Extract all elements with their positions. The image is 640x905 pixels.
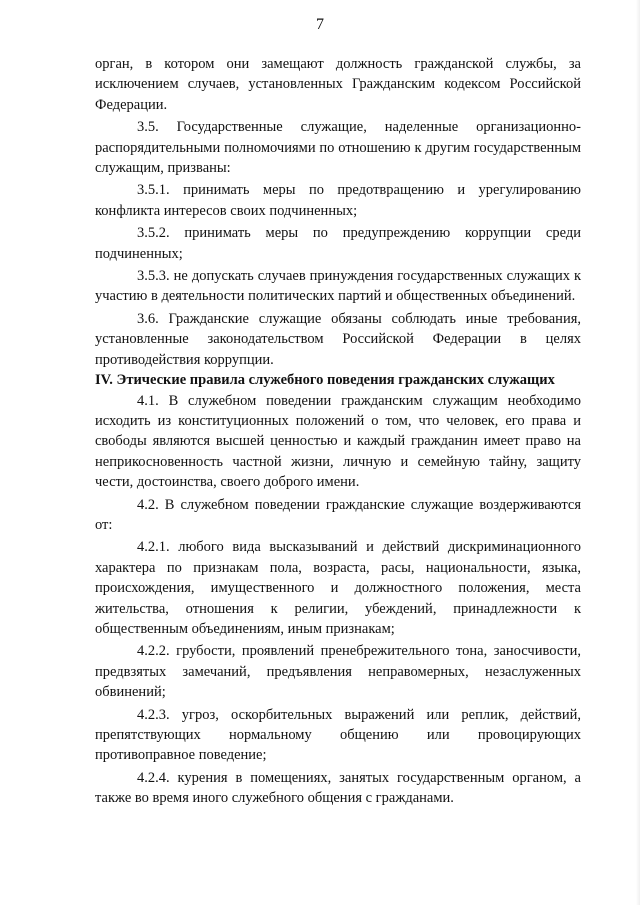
paragraph-3-5-1: 3.5.1. принимать меры по предотвращению и урегулированию конфликта интересов своих подчиненных;	[95, 182, 581, 219]
paragraph-4-2: 4.2. В служебном поведении гражданские служащие воздерживаются от:	[95, 496, 581, 533]
scan-edge-shadow	[636, 0, 640, 905]
document-body	[95, 54, 581, 809]
paragraph-3-5: 3.5. Государственные служащие, наделенные организационно-распорядительными полномочиями по отношению к другим государственным служащим, призваны:	[95, 119, 581, 177]
page-number: 7	[316, 16, 324, 33]
paragraph-4-2-3: 4.2.3. угроз, оскорбительных выражений или реплик, действий, препятствующих нормальному общению или провоцирующих противоправное поведение;	[95, 706, 581, 764]
paragraph-4-2-2: 4.2.2. грубости, проявлений пренебрежительного тона, заносчивости, предвзятых замечаний, предъявления неправомерных, незаслуженных обвинений;	[95, 643, 581, 701]
paragraph-3-5-2: 3.5.2. принимать меры по предупреждению коррупции среди подчиненных;	[95, 225, 581, 262]
paragraph-3-6: 3.6. Гражданские служащие обязаны соблюдать иные требования, установленные законодательством Российской Федерации в целях противодействия коррупции.	[95, 310, 581, 368]
paragraph-continuation: орган, в котором они замещают должность гражданской службы, за исключением случаев, установленных Гражданским кодексом Российской Федерации.	[95, 56, 581, 113]
paragraph-4-1: 4.1. В служебном поведении гражданским служащим необходимо исходить из конституционных положений о том, что человек, его права и свободы являются высшей ценностью и каждый гражданин имеет право на неприкосновенность частной жизни, личную и семейную тайну, защиту чести, достоинства, своего доброго имени.	[95, 392, 581, 491]
paragraph-3-5-3: 3.5.3. не допускать случаев принуждения государственных служащих к участию в деятельности политических партий и общественных объединений.	[95, 268, 581, 305]
section-heading: IV. Этические правила служебного поведения гражданских служащих	[95, 372, 555, 389]
paragraph-4-2-4: 4.2.4. курения в помещениях, занятых государственным органом, а также во время иного служебного общения с гражданами.	[95, 769, 581, 807]
paragraph-4-2-1: 4.2.1. любого вида высказываний и действий дискриминационного характера по признакам пола, возраста, расы, национальности, языка, происхождения, имущественного и должностного положения, места жительства, отношения к религии, убеждений, принадлежности к общественным объединениям, иным признакам;	[95, 539, 581, 637]
